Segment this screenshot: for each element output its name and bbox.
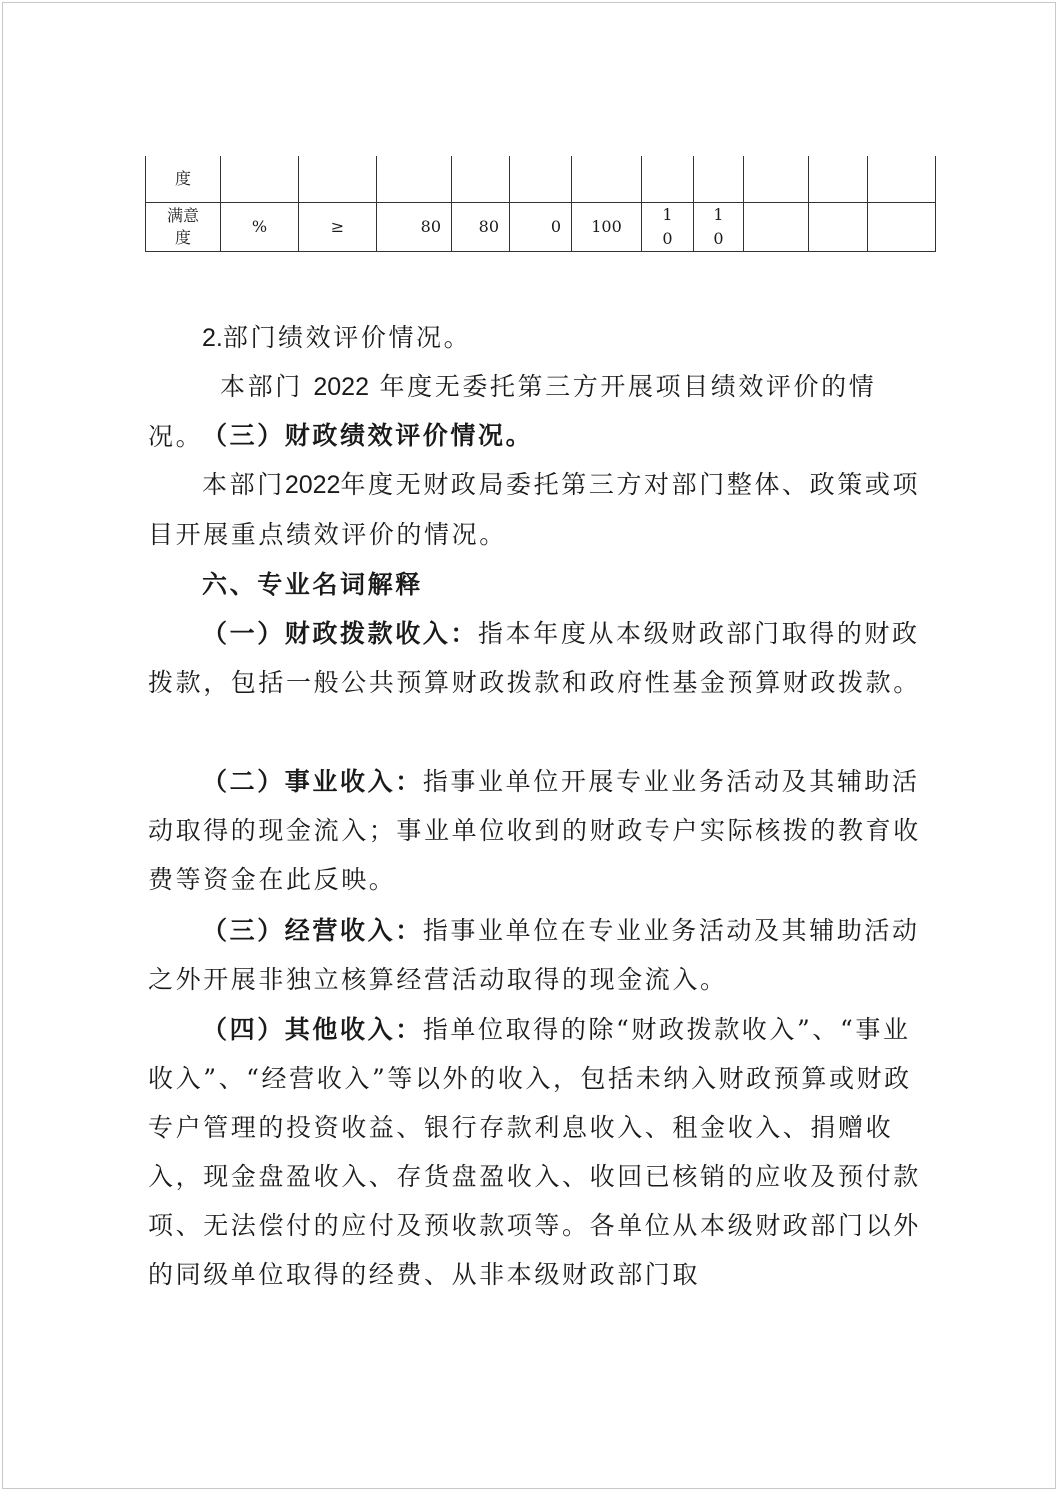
value-cell: 0 <box>510 203 572 252</box>
operator-cell: ≥ <box>299 203 377 252</box>
definition-other-income: （四）其他收入：指单位取得的除“财政拨款收入”、“事业收入”、“经营收入”等以外的收入，包括未纳入财政预算或财政专户管理的投资收益、银行存款利息收入、租金收入、捐赠收入，现金盘盈收入、存货盘盈收入、收回已核销的应收及预付款项、无法偿付的应付及预收款项等。各单位从本级财政部门以外的同级单位取得的经费、从非本级财政部门取 <box>148 1015 921 1289</box>
definition-operating-income: （三）经营收入：指事业单位在专业业务活动及其辅助活动之外开展非独立核算经营活动取得的现金流入。 <box>148 916 920 994</box>
value-cell: 80 <box>377 203 452 252</box>
value-cell: 1 0 <box>642 203 694 252</box>
paragraph-no-third-party: 本部门 2022 年度无委托第三方开展项目绩效评价的情况。 <box>148 372 877 451</box>
row-label: 度 <box>146 156 221 203</box>
section-fiscal-eval-heading: （三）财政绩效评价情况。 <box>202 421 534 450</box>
value-cell: 100 <box>572 203 642 252</box>
value-cell: 80 <box>452 203 510 252</box>
table-row <box>146 156 936 203</box>
value-cell: 1 0 <box>694 203 744 252</box>
unit-cell: % <box>221 203 299 252</box>
paragraph-dept-eval: 2.部门绩效评价情况。 <box>202 323 472 352</box>
definition-business-income: （二）事业收入：指事业单位开展专业业务活动及其辅助活动取得的现金流入；事业单位收到的财政专户实际核拨的教育收费等资金在此反映。 <box>148 767 921 894</box>
section-glossary-heading: 六、专业名词解释 <box>202 570 423 599</box>
performance-table <box>145 156 936 252</box>
paragraph-no-fiscal-eval: 本部门2022年度无财政局委托第三方对部门整体、政策或项目开展重点绩效评价的情况。 <box>148 470 921 549</box>
row-label: 满意 度 <box>146 203 221 252</box>
definition-fiscal-appropriation: （一）财政拨款收入：指本年度从本级财政部门取得的财政拨款，包括一般公共预算财政拨款和政府性基金预算财政拨款。 <box>148 619 921 697</box>
table-row <box>146 203 936 252</box>
